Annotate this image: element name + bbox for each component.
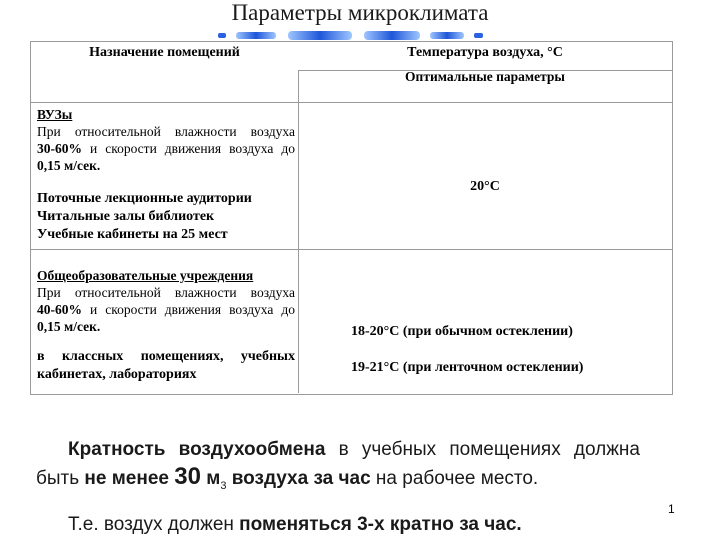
subheader-optimal: Оптимальные параметры bbox=[405, 69, 565, 84]
temp-universities: 20°С bbox=[470, 179, 500, 194]
room-type: Читальные залы библиотек bbox=[37, 209, 215, 224]
conclusion-note: Т.е. воздух должен поменяться 3-х кратно за час. bbox=[68, 514, 522, 535]
header-purpose: Назначение помещений bbox=[89, 45, 240, 60]
room-type: Учебные кабинеты на 25 мест bbox=[37, 227, 228, 242]
room-type: Поточные лекционные аудитории bbox=[37, 191, 252, 206]
column-divider bbox=[298, 70, 299, 393]
header-bottom-line bbox=[31, 102, 672, 103]
slide-title: Параметры микроклимата bbox=[231, 0, 489, 25]
header-temperature: Температура воздуха, °С bbox=[407, 45, 563, 60]
microclimate-table bbox=[30, 41, 673, 395]
section-universities bbox=[37, 106, 295, 244]
air-exchange-note: Кратность воздухообмена в учебных помещениях должна быть не менее 30 $м_3$ воздуха за час на рабочее место. bbox=[36, 439, 640, 492]
condition-line: 0,15 м/сек. bbox=[37, 319, 101, 334]
temp-strip-glazing: 19-21°С (при ленточном остеклении) bbox=[351, 360, 584, 375]
condition-line: 0,15 м/сек. bbox=[37, 158, 101, 173]
page-number: 1 bbox=[668, 502, 675, 516]
section-divider bbox=[31, 249, 672, 250]
condition-line: При относительной влажности воздуха bbox=[37, 124, 295, 139]
condition-line: 30-60% и скорости движения воздуха до bbox=[37, 141, 295, 156]
section-heading: ВУЗы bbox=[37, 107, 73, 122]
temp-regular-glazing: 18-20°С (при обычном остеклении) bbox=[351, 324, 573, 339]
section-heading: Общеобразовательные учреждения bbox=[37, 268, 254, 283]
condition-line: При относительной влажности воздуха bbox=[37, 285, 295, 300]
section-schools bbox=[37, 267, 295, 384]
condition-line: 40-60% и скорости движения воздуха до bbox=[37, 302, 295, 317]
room-type: в классных помещениях, учебных кабинетах, лабораториях bbox=[37, 349, 295, 382]
